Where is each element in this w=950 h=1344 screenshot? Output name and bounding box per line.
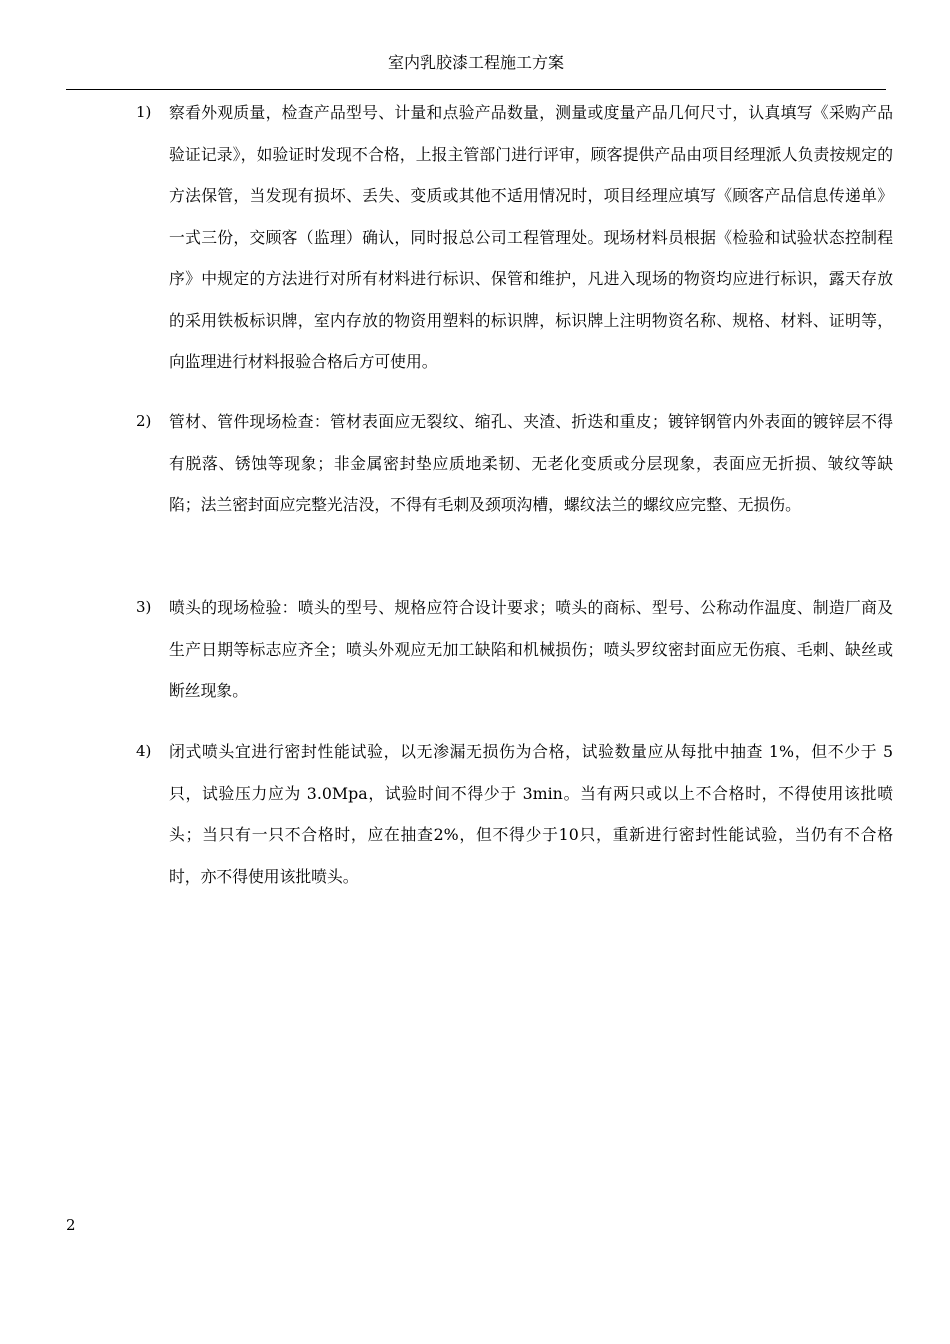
list-item-number: 4): [136, 742, 152, 760]
list-item-number: 1): [136, 103, 152, 121]
list-item-number: 2): [136, 412, 152, 430]
list-item-text: 喷头的现场检验：喷头的型号、规格应符合设计要求；喷头的商标、型号、公称动作温度、制造厂商及生产日期等标志应齐全；喷头外观应无加工缺陷和机械损伤；喷头罗纹密封面应无伤痕、毛刺、缺丝或断丝现象。: [169, 598, 893, 700]
list-item-text: 闭式喷头宜进行密封性能试验，以无渗漏无损伤为合格，试验数量应从每批中抽查 1%，但不少于 5 只，试验压力应为 3.0Mpa，试验时间不得少于 3min。当有两只或以上不合格时，不得使用该批喷头；当只有一只不合格时，应在抽查2%，但不得少于10只，重新进行密封性能试验，当仍有不合格时，亦不得使用该批喷头。: [169, 742, 893, 886]
list-item-number: 3): [136, 598, 152, 616]
list-item-text: 察看外观质量，检查产品型号、计量和点验产品数量，测量或度量产品几何尺寸，认真填写《采购产品验证记录》，如验证时发现不合格，上报主管部门进行评审，顾客提供产品由项目经理派人负责按规定的方法保管，当发现有损坏、丢失、变质或其他不适用情况时，项目经理应填写《顾客产品信息传递单》一式三份，交顾客（监理）确认，同时报总公司工程管理处。现场材料员根据《检验和试验状态控制程序》中规定的方法进行对所有材料进行标识、保管和维护，凡进入现场的物资均应进行标识，露天存放的采用铁板标识牌，室内存放的物资用塑料的标识牌，标识牌上注明物资名称、规格、材料、证明等，向监理进行材料报验合格后方可使用。: [169, 103, 893, 371]
list-item-text: 管材、管件现场检查：管材表面应无裂纹、缩孔、夹渣、折迭和重皮；镀锌钢管内外表面的镀锌层不得有脱落、锈蚀等现象；非金属密封垫应质地柔韧、无老化变质或分层现象，表面应无折损、皱纹等缺陷；法兰密封面应完整光洁没，不得有毛刺及颈项沟槽，螺纹法兰的螺纹应完整、无损伤。: [169, 412, 893, 514]
page-header-title: 室内乳胶漆工程施工方案: [387, 53, 564, 72]
page-number: 2: [66, 1216, 76, 1234]
header-divider: [66, 89, 886, 90]
